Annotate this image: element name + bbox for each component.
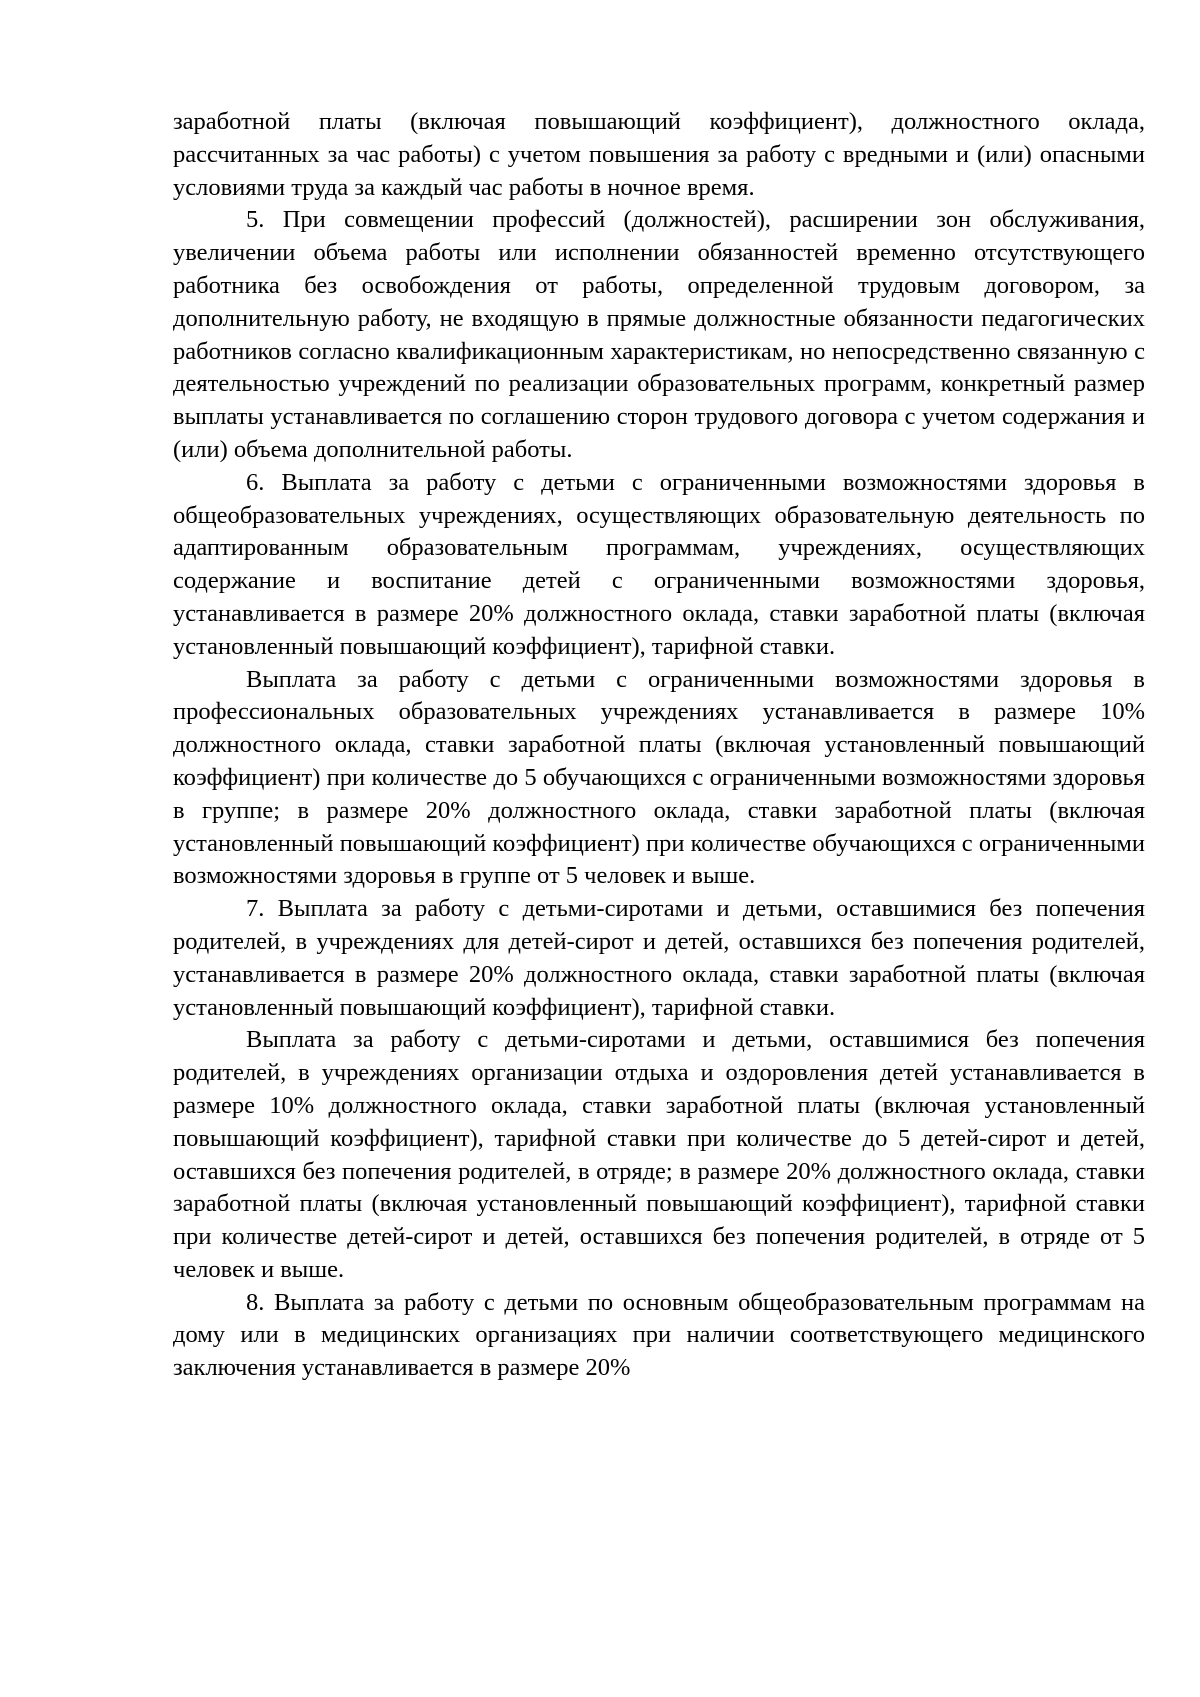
paragraph-item-5: 5. При совмещении профессий (должностей), расширении зон обслуживания, увеличении объема работы или исполнении обязанностей временно отсутствующего работника без освобождения от работы, определенной трудовым договором, за дополнительную работу, не входящую в прямые должностные обязанности педагогических работников согласно квалификационным характеристикам, но непосредственно связанную с деятельностью учреждений по реализации образовательных программ, конкретный размер выплаты устанавливается по соглашению сторон трудового договора с учетом содержания и (или) объема дополнительной работы. bbox=[173, 206, 1145, 463]
document-page bbox=[173, 106, 1145, 1385]
paragraph-continuation: заработной платы (включая повышающий коэффициент), должностного оклада, рассчитанных за час работы) с учетом повышения за работу с вредными и (или) опасными условиями труда за каждый час работы в ночное время. bbox=[173, 108, 1145, 201]
paragraph-item-8: 8. Выплата за работу с детьми по основным общеобразовательным программам на дому или в медицинских организациях при наличии соответствующего медицинского заключения устанавливается в размере 20% bbox=[173, 1288, 1145, 1382]
paragraph-item-6-professional: Выплата за работу с детьми с ограниченными возможностями здоровья в профессиональных образовательных учреждениях устанавливается в размере 10% должностного оклада, ставки заработной платы (включая установленный повышающий коэффициент) при количестве до 5 обучающихся с ограниченными возможностями здоровья в группе; в размере 20% должностного оклада, ставки заработной платы (включая установленный повышающий коэффициент) при количестве обучающихся с ограниченными возможностями здоровья в группе от 5 человек и выше. bbox=[173, 665, 1145, 890]
paragraph-item-7: 7. Выплата за работу с детьми-сиротами и детьми, оставшимися без попечения родителей, в учреждениях для детей-сирот и детей, оставшихся без попечения родителей, устанавливается в размере 20% должностного оклада, ставки заработной платы (включая установленный повышающий коэффициент), тарифной ставки. bbox=[173, 895, 1145, 1021]
paragraph-item-6: 6. Выплата за работу с детьми с ограниченными возможностями здоровья в общеобразовательных учреждениях, осуществляющих образовательную деятельность по адаптированным образовательным программам, учреждениях, осуществляющих содержание и воспитание детей с ограниченными возможностями здоровья, устанавливается в размере 20% должностного оклада, ставки заработной платы (включая установленный повышающий коэффициент), тарифной ставки. bbox=[173, 468, 1145, 660]
paragraph-item-7-recreation: Выплата за работу с детьми-сиротами и детьми, оставшимися без попечения родителей, в учреждениях организации отдыха и оздоровления детей устанавливается в размере 10% должностного оклада, ставки заработной платы (включая установленный повышающий коэффициент), тарифной ставки при количестве до 5 детей-сирот и детей, оставшихся без попечения родителей, в отряде; в размере 20% должностного оклада, ставки заработной платы (включая установленный повышающий коэффициент), тарифной ставки при количестве детей-сирот и детей, оставшихся без попечения родителей, в отряде от 5 человек и выше. bbox=[173, 1026, 1145, 1283]
